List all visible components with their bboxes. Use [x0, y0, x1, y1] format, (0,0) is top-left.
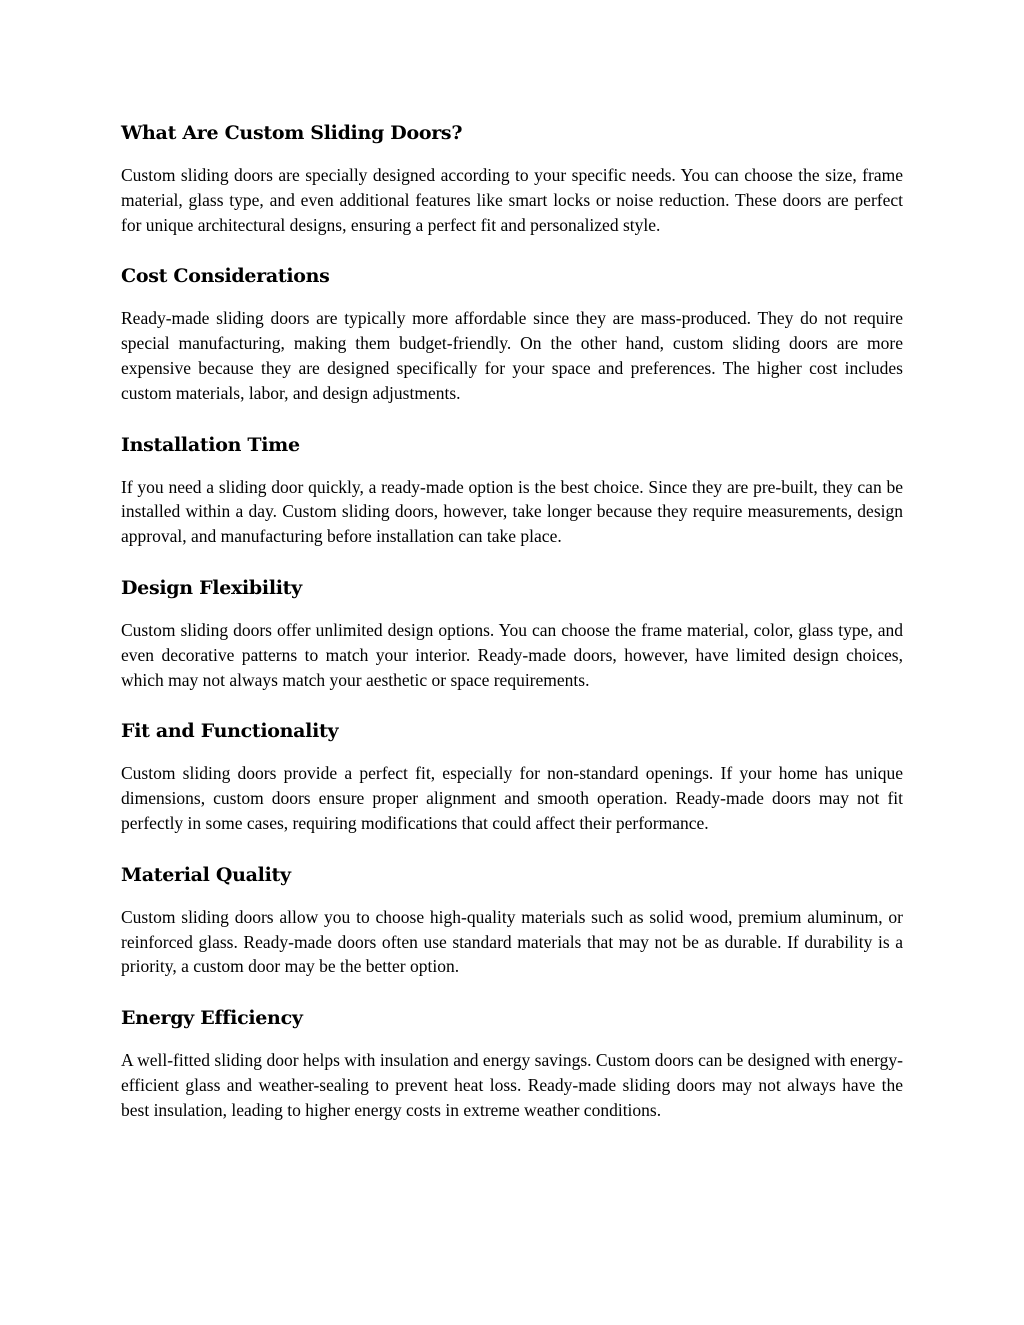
section-cost-considerations	[121, 259, 903, 405]
section-fit-and-functionality	[121, 714, 903, 835]
section-heading: Design Flexibility	[121, 576, 302, 599]
section-heading: Material Quality	[121, 863, 291, 886]
section-heading: What Are Custom Sliding Doors?	[121, 122, 463, 144]
section-paragraph: Custom sliding doors are specially designed according to your specific needs. You can choose the size, frame material, glass type, and even additional features like smart locks or noise reduction. These doors are perfect for unique architectural designs, ensuring a perfect fit and personalized style.	[121, 165, 903, 235]
section-paragraph: Custom sliding doors provide a perfect fit, especially for non-standard openings. If your home has unique dimensions, custom doors ensure proper alignment and smooth operation. Ready-made doors may not fit perfectly in some cases, requiring modifications that could affect their performance.	[121, 763, 903, 833]
section-heading: Fit and Functionality	[121, 720, 339, 743]
document-page	[121, 116, 903, 1145]
section-heading: Cost Considerations	[121, 265, 330, 288]
section-custom-sliding-doors	[121, 116, 903, 237]
section-paragraph: Custom sliding doors allow you to choose high-quality materials such as solid wood, premium aluminum, or reinforced glass. Ready-made doors often use standard materials that may not be as durable. If durability is a priority, a custom door may be the better option.	[121, 906, 903, 977]
section-design-flexibility	[121, 571, 903, 692]
section-energy-efficiency	[121, 1001, 903, 1122]
section-material-quality	[121, 858, 903, 979]
section-heading: Installation Time	[121, 433, 300, 456]
section-paragraph: Ready-made sliding doors are typically more affordable since they are mass-produced. They do not require special manufacturing, making them budget-friendly. On the other hand, custom sliding doors are more expensive because they are designed specifically for your space and preferences. The higher cost includes custom materials, labor, and design adjustments.	[121, 308, 903, 403]
section-paragraph: Custom sliding doors offer unlimited design options. You can choose the frame material, color, glass type, and even decorative patterns to match your interior. Ready-made doors, however, have limited design choices, which may not always match your aesthetic or space requirements.	[121, 619, 903, 690]
section-heading: Energy Efficiency	[121, 1007, 303, 1030]
section-paragraph: If you need a sliding door quickly, a ready-made option is the best choice. Since they are pre-built, they can be installed within a day. Custom sliding doors, however, take longer because they require measurements, design approval, and manufacturing before installation can take place.	[121, 476, 903, 547]
section-paragraph: A well-fitted sliding door helps with insulation and energy savings. Custom doors can be designed with energy-efficient glass and weather-sealing to prevent heat loss. Ready-made sliding doors may not always have the best insulation, leading to higher energy costs in extreme weather conditions.	[121, 1050, 903, 1120]
section-installation-time	[121, 428, 903, 549]
